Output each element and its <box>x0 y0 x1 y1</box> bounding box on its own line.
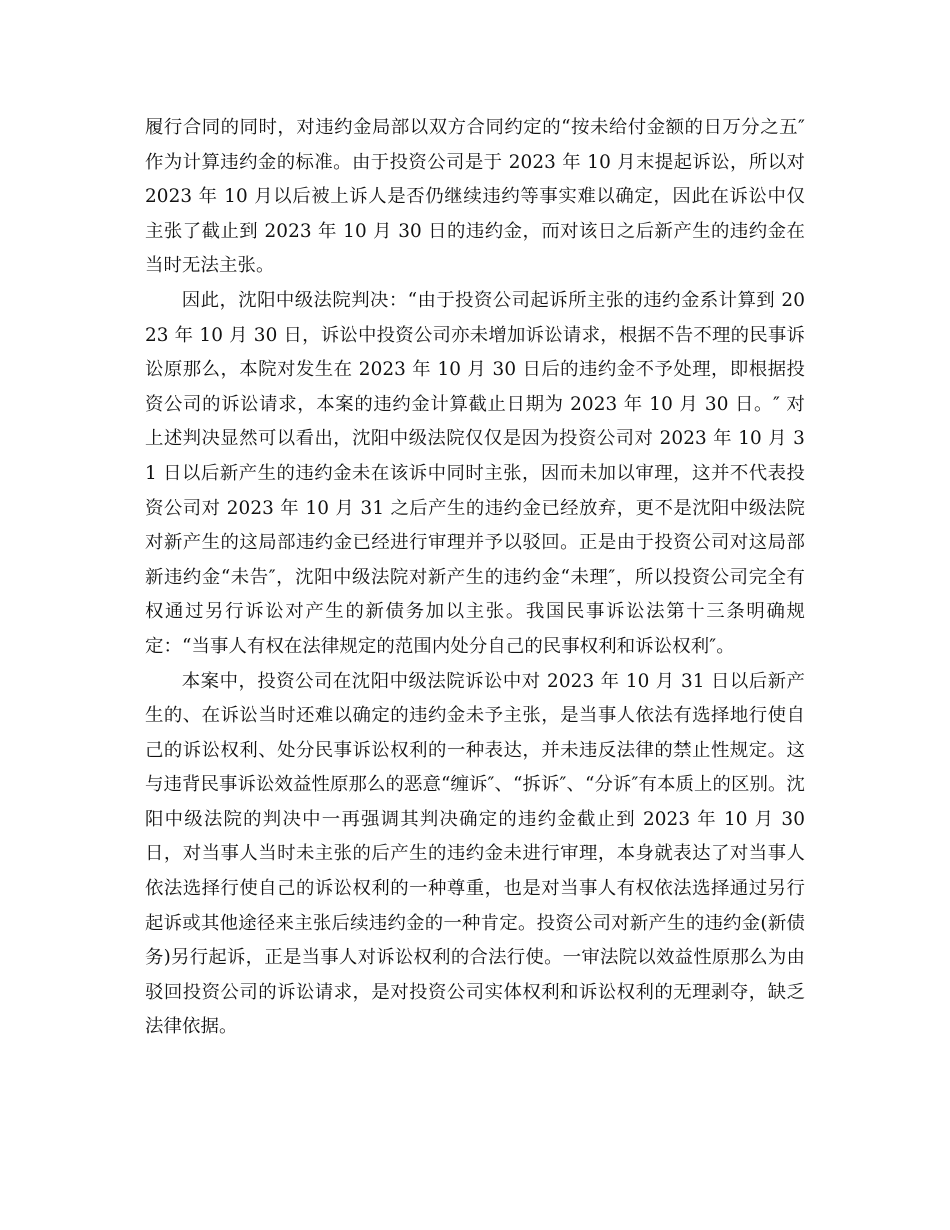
paragraph-judgment-analysis: 因此，沈阳中级法院判决：“由于投资公司起诉所主张的违约金系计算到 2023 年 10 月 30 日，诉讼中投资公司亦未增加诉讼请求，根据不告不理的民事诉讼原那么，本院对发生在 2023 年 10 月 30 日后的违约金不予处理，即根据投资公司的诉讼请求，本案的违约金计算截止日期为 2023 年 10 月 30 日。″ 对上述判决显然可以看出，沈阳中级法院仅仅是因为投资公司对 2023 年 10 月 31 日以后新产生的违约金未在该诉中同时主张，因而未加以审理，这并不代表投资公司对 2023 年 10 月 31 之后产生的违约金已经放弃，更不是沈阳中级法院对新产生的这局部违约金已经进行审理并予以驳回。正是由于投资公司对这局部新违约金“未告″，沈阳中级法院对新产生的违约金“未理″，所以投资公司完全有权通过另行诉讼对产生的新债务加以主张。我国民事诉讼法第十三条明确规定：“当事人有权在法律规定的范围内处分自己的民事权利和诉讼权利″。 <box>145 289 805 657</box>
paragraph-case-conclusion: 本案中，投资公司在沈阳中级法院诉讼中对 2023 年 10 月 31 日以后新产生的、在诉讼当时还难以确定的违约金未予主张，是当事人依法有选择地行使自己的诉讼权利、处分民事诉讼权利的一种表达，并未违反法律的禁止性规定。这与违背民事诉讼效益性原那么的恶意“缠诉″、“拆诉″、“分诉″有本质上的区别。沈阳中级法院的判决中一再强调其判决确定的违约金截止到 2023 年 10 月 30 日，对当事人当时未主张的后产生的违约金未进行审理，本身就表达了对当事人依法选择行使自己的诉讼权利的一种尊重，也是对当事人有权依法选择通过另行起诉或其他途径来主张后续违约金的一种肯定。投资公司对新产生的违约金(新债务)另行起诉，正是当事人对诉讼权利的合法行使。一审法院以效益性原那么为由驳回投资公司的诉讼请求，是对投资公司实体权利和诉讼权利的无理剥夺，缺乏法律依据。 <box>145 670 805 1038</box>
body-text <box>145 111 805 1045</box>
paragraph-continuation: 履行合同的同时，对违约金局部以双方合同约定的“按未给付金额的日万分之五″作为计算违约金的标准。由于投资公司是于 2023 年 10 月末提起诉讼，所以对 2023 年 10 月以后被上诉人是否仍继续违约等事实难以确定，因此在诉讼中仅主张了截止到 2023 年 10 月 30 日的违约金，而对该日之后新产生的违约金在当时无法主张。 <box>145 117 805 277</box>
